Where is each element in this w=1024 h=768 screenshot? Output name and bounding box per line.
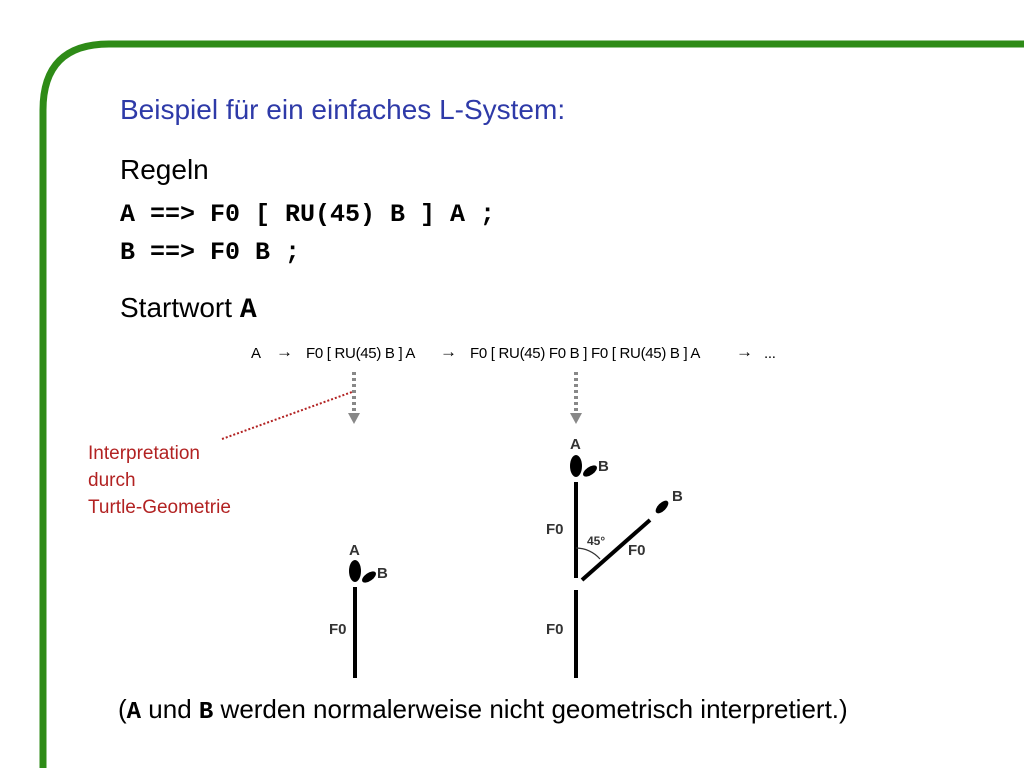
derivation-step-1: F0 [ RU(45) B ] A [306, 345, 416, 362]
rule-b: B ==> F0 B ; [120, 238, 301, 267]
b-marker [360, 569, 378, 585]
footer-symbol-b: B [198, 699, 214, 726]
angle-arc [576, 548, 600, 559]
label-b-top: B [598, 458, 609, 475]
label-f0-upper: F0 [546, 521, 564, 538]
label-a: A [570, 436, 581, 453]
turtle-figure-1 [329, 542, 388, 678]
derivation-step-3: ... [764, 345, 776, 362]
derivation-arrow-1: → [276, 342, 293, 361]
footer-und: und [141, 694, 199, 724]
rules-heading: Regeln [120, 154, 209, 185]
label-b-branch: B [672, 488, 683, 505]
derivation-arrow-2: → [440, 342, 457, 361]
a-marker [570, 455, 582, 477]
derivation-step-0: A [251, 345, 261, 362]
footer-note [118, 694, 848, 726]
interpretation-arrowhead-1 [348, 413, 360, 424]
turtle-figure-2 [546, 436, 683, 678]
footer-open: ( [118, 694, 127, 724]
start-label: Startwort [120, 292, 233, 323]
footer-symbol-a: A [126, 699, 142, 726]
label-f0: F0 [329, 621, 347, 638]
interpretation-line-2: durch [88, 470, 136, 491]
interpretation-line-3: Turtle-Geometrie [88, 497, 231, 518]
rule-a: A ==> F0 [ RU(45) B ] A ; [120, 200, 496, 229]
footer-rest: werden normalerweise nicht geometrisch interpretiert.) [213, 694, 848, 724]
label-b: B [377, 565, 388, 582]
label-f0-lower: F0 [546, 621, 564, 638]
b-marker-branch [654, 499, 671, 516]
interpretation-arrowhead-2 [570, 413, 582, 424]
start-symbol: A [239, 295, 257, 326]
a-marker [349, 560, 361, 582]
angle-label: 45° [587, 534, 606, 548]
slide-title: Beispiel für ein einfaches L-System: [120, 94, 566, 125]
label-f0-branch: F0 [628, 542, 646, 559]
b-marker-top [581, 463, 599, 479]
derivation-step-2: F0 [ RU(45) F0 B ] F0 [ RU(45) B ] A [470, 345, 701, 362]
derivation-arrow-3: → [736, 342, 753, 361]
annotation-leader-line [222, 392, 352, 439]
interpretation-line-1: Interpretation [88, 443, 200, 464]
label-a: A [349, 542, 360, 559]
